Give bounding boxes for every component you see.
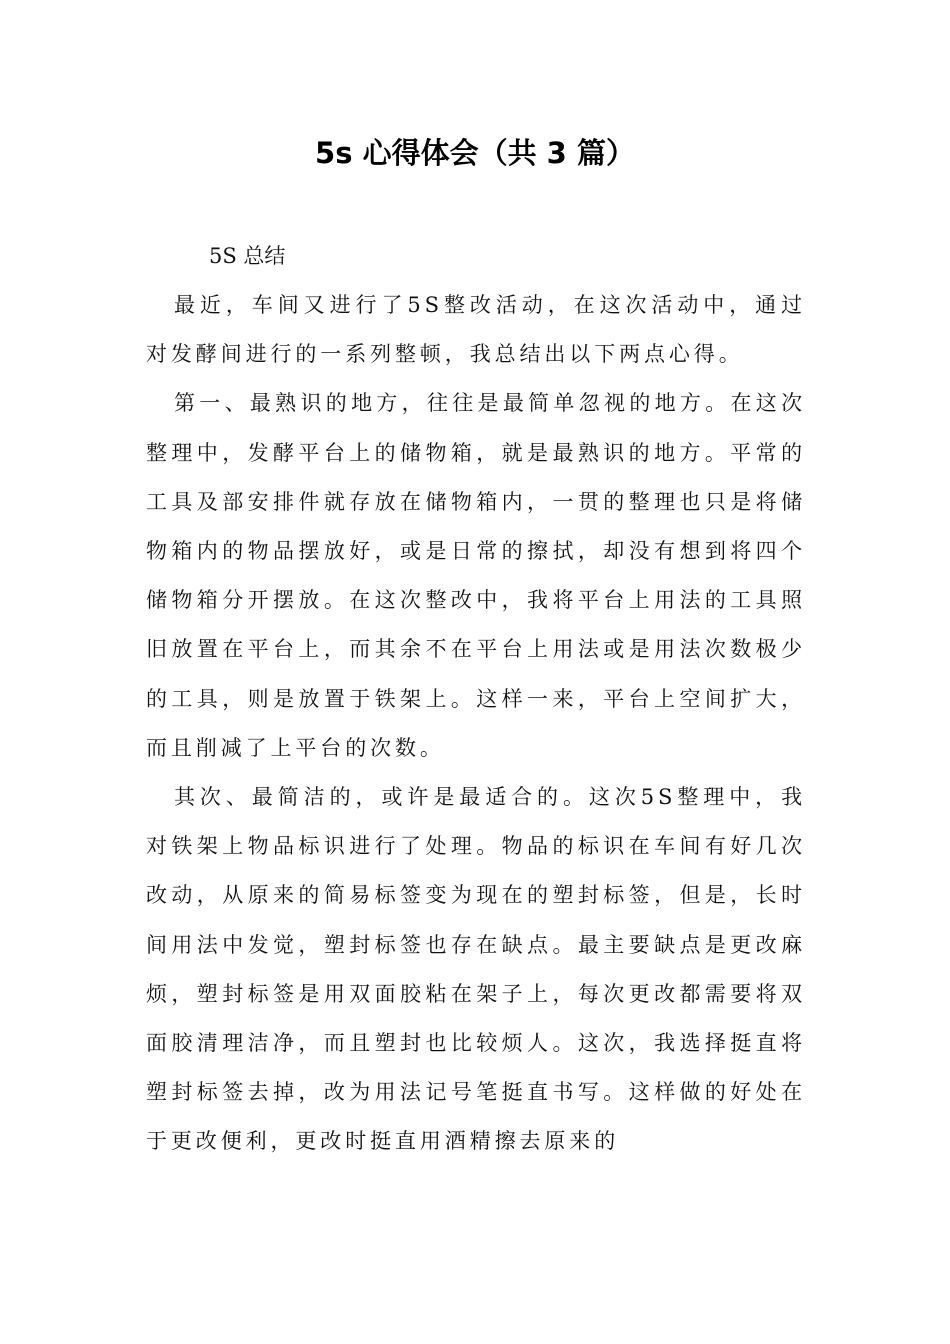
section-heading: 5S 总结 — [209, 244, 286, 268]
paragraph-first-point: 第一、最熟识的地方，往往是最简单忽视的地方。在这次整理中，发酵平台上的储物箱，就是最熟识的地方。平常的工具及部安排件就存放在储物箱内，一贯的整理也只是将储物箱内的物品摆放好，或是日常的擦拭，却没有想到将四个储物箱分开摆放。在这次整改中，我将平台上用法的工具照旧放置在平台上，而其余不在平台上用法或是用法次数极少的工具，则是放置于铁架上。这样一来，平台上空间扩大，而且削减了上平台的次数。 — [146, 391, 806, 760]
paragraph-second-point: 其次、最简洁的，或许是最适合的。这次5S整理中，我对铁架上物品标识进行了处理。物品的标识在车间有好几次改动，从原来的简易标签变为现在的塑封标签，但是，长时间用法中发觉，塑封标签也存在缺点。最主要缺点是更改麻烦，塑封标签是用双面胶粘在架子上，每次更改都需要将双面胶清理洁净，而且塑封也比较烦人。这次，我选择挺直将塑封标签去掉，改为用法记号笔挺直书写。这样做的好处在于更改便利，更改时挺直用酒精擦去原来的 — [146, 785, 806, 1154]
paragraph-intro: 最近，车间又进行了5S整改活动，在这次活动中，通过对发酵间进行的一系列整顿，我总结出以下两点心得。 — [146, 293, 806, 367]
document-title: 5s 心得体会（共 3 篇） — [315, 136, 635, 170]
document-body — [146, 232, 806, 1167]
